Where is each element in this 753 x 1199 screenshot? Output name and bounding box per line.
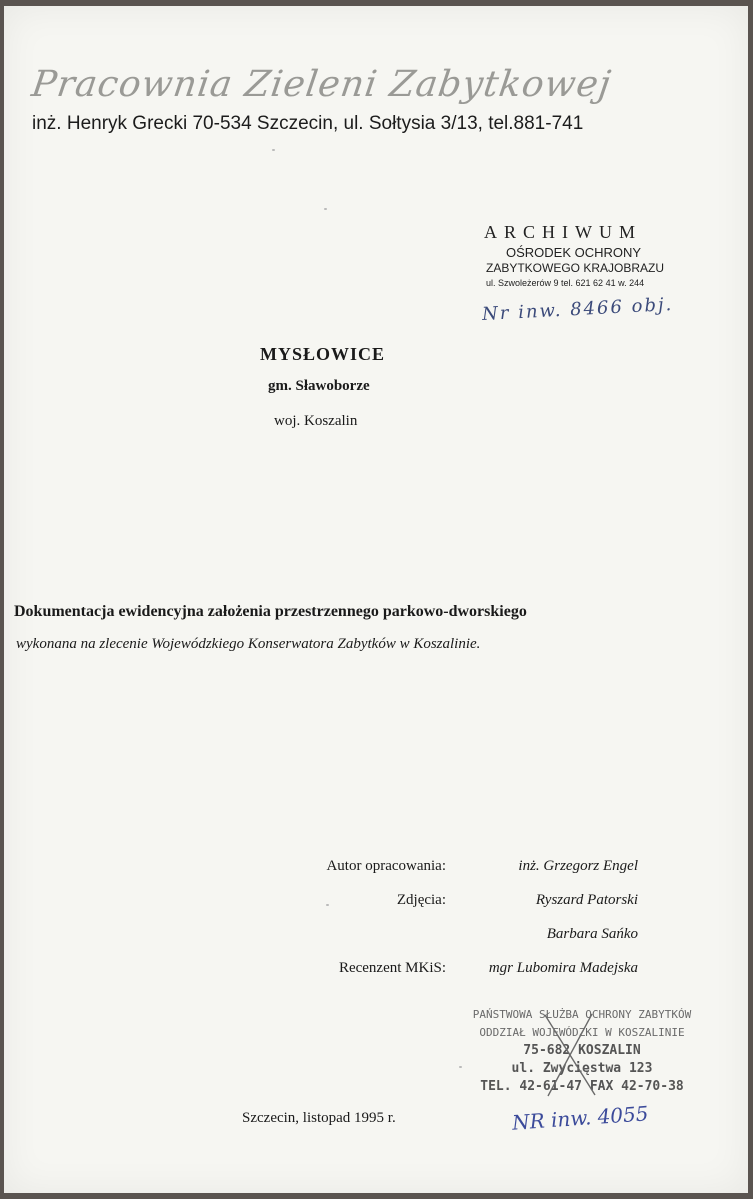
credit-value: inż. Grzegorz Engel (518, 858, 638, 874)
signature-cross-mark (540, 1010, 600, 1100)
municipality: gm. Sławoborze (268, 378, 370, 394)
archive-inventory-handwriting: Nr inw. 8466 obj. (481, 294, 674, 325)
credit-value: mgr Lubomira Madejska (488, 960, 638, 976)
archive-stamp-line: ul. Szwoleżerów 9 tel. 621 62 41 w. 244 (486, 278, 645, 288)
place-and-date: Szczecin, listopad 1995 r. (242, 1110, 396, 1126)
paper-speck (324, 208, 327, 210)
credit-label: Autor opracowania: (326, 858, 446, 874)
office-stamp-line: PAŃSTWOWA SŁUŻBA OCHRONY ZABYTKÓW (472, 1008, 692, 1021)
credit-value: Barbara Sańko (546, 926, 638, 942)
credit-value: Ryszard Patorski (535, 892, 638, 908)
office-stamp-line: TEL. 42-61-47 FAX 42-70-38 (480, 1079, 684, 1094)
paper-speck (326, 904, 329, 906)
document-page (4, 6, 748, 1193)
paper-speck (459, 1066, 462, 1068)
document-subtitle: wykonana na zlecenie Wojewódzkiego Konserwatora Zabytków w Koszalinie. (16, 636, 481, 652)
credit-label: Recenzent MKiS: (338, 960, 446, 976)
office-stamp-line: ODDZIAŁ WOJEWÓDZKI W KOSZALINIE (479, 1026, 685, 1039)
document-title: Dokumentacja ewidencyjna założenia przestrzennego parkowo-dworskiego (14, 603, 527, 620)
archive-stamp-line: ZABYTKOWEGO KRAJOBRAZU (486, 261, 665, 275)
archive-stamp-title: ARCHIWUM (484, 222, 642, 242)
office-inventory-handwriting: NR inw. 4055 (511, 1101, 650, 1135)
place-title: MYSŁOWICE (260, 344, 386, 364)
credit-label: Zdjęcia: (396, 892, 446, 908)
archive-stamp (482, 222, 664, 288)
archive-stamp-line: OŚRODEK OCHRONY (506, 245, 642, 260)
studio-name-logo: Pracownia Zieleni Zabytkowej (29, 64, 614, 105)
voivodeship: woj. Koszalin (274, 413, 358, 429)
paper-speck (272, 149, 275, 151)
office-stamp-line: 75-682 KOSZALIN (523, 1043, 641, 1058)
studio-address: inż. Henryk Grecki 70-534 Szczecin, ul. Sołtysia 3/13, tel.881-741 (32, 113, 584, 134)
office-stamp-line: ul. Zwycięstwa 123 (511, 1061, 653, 1076)
